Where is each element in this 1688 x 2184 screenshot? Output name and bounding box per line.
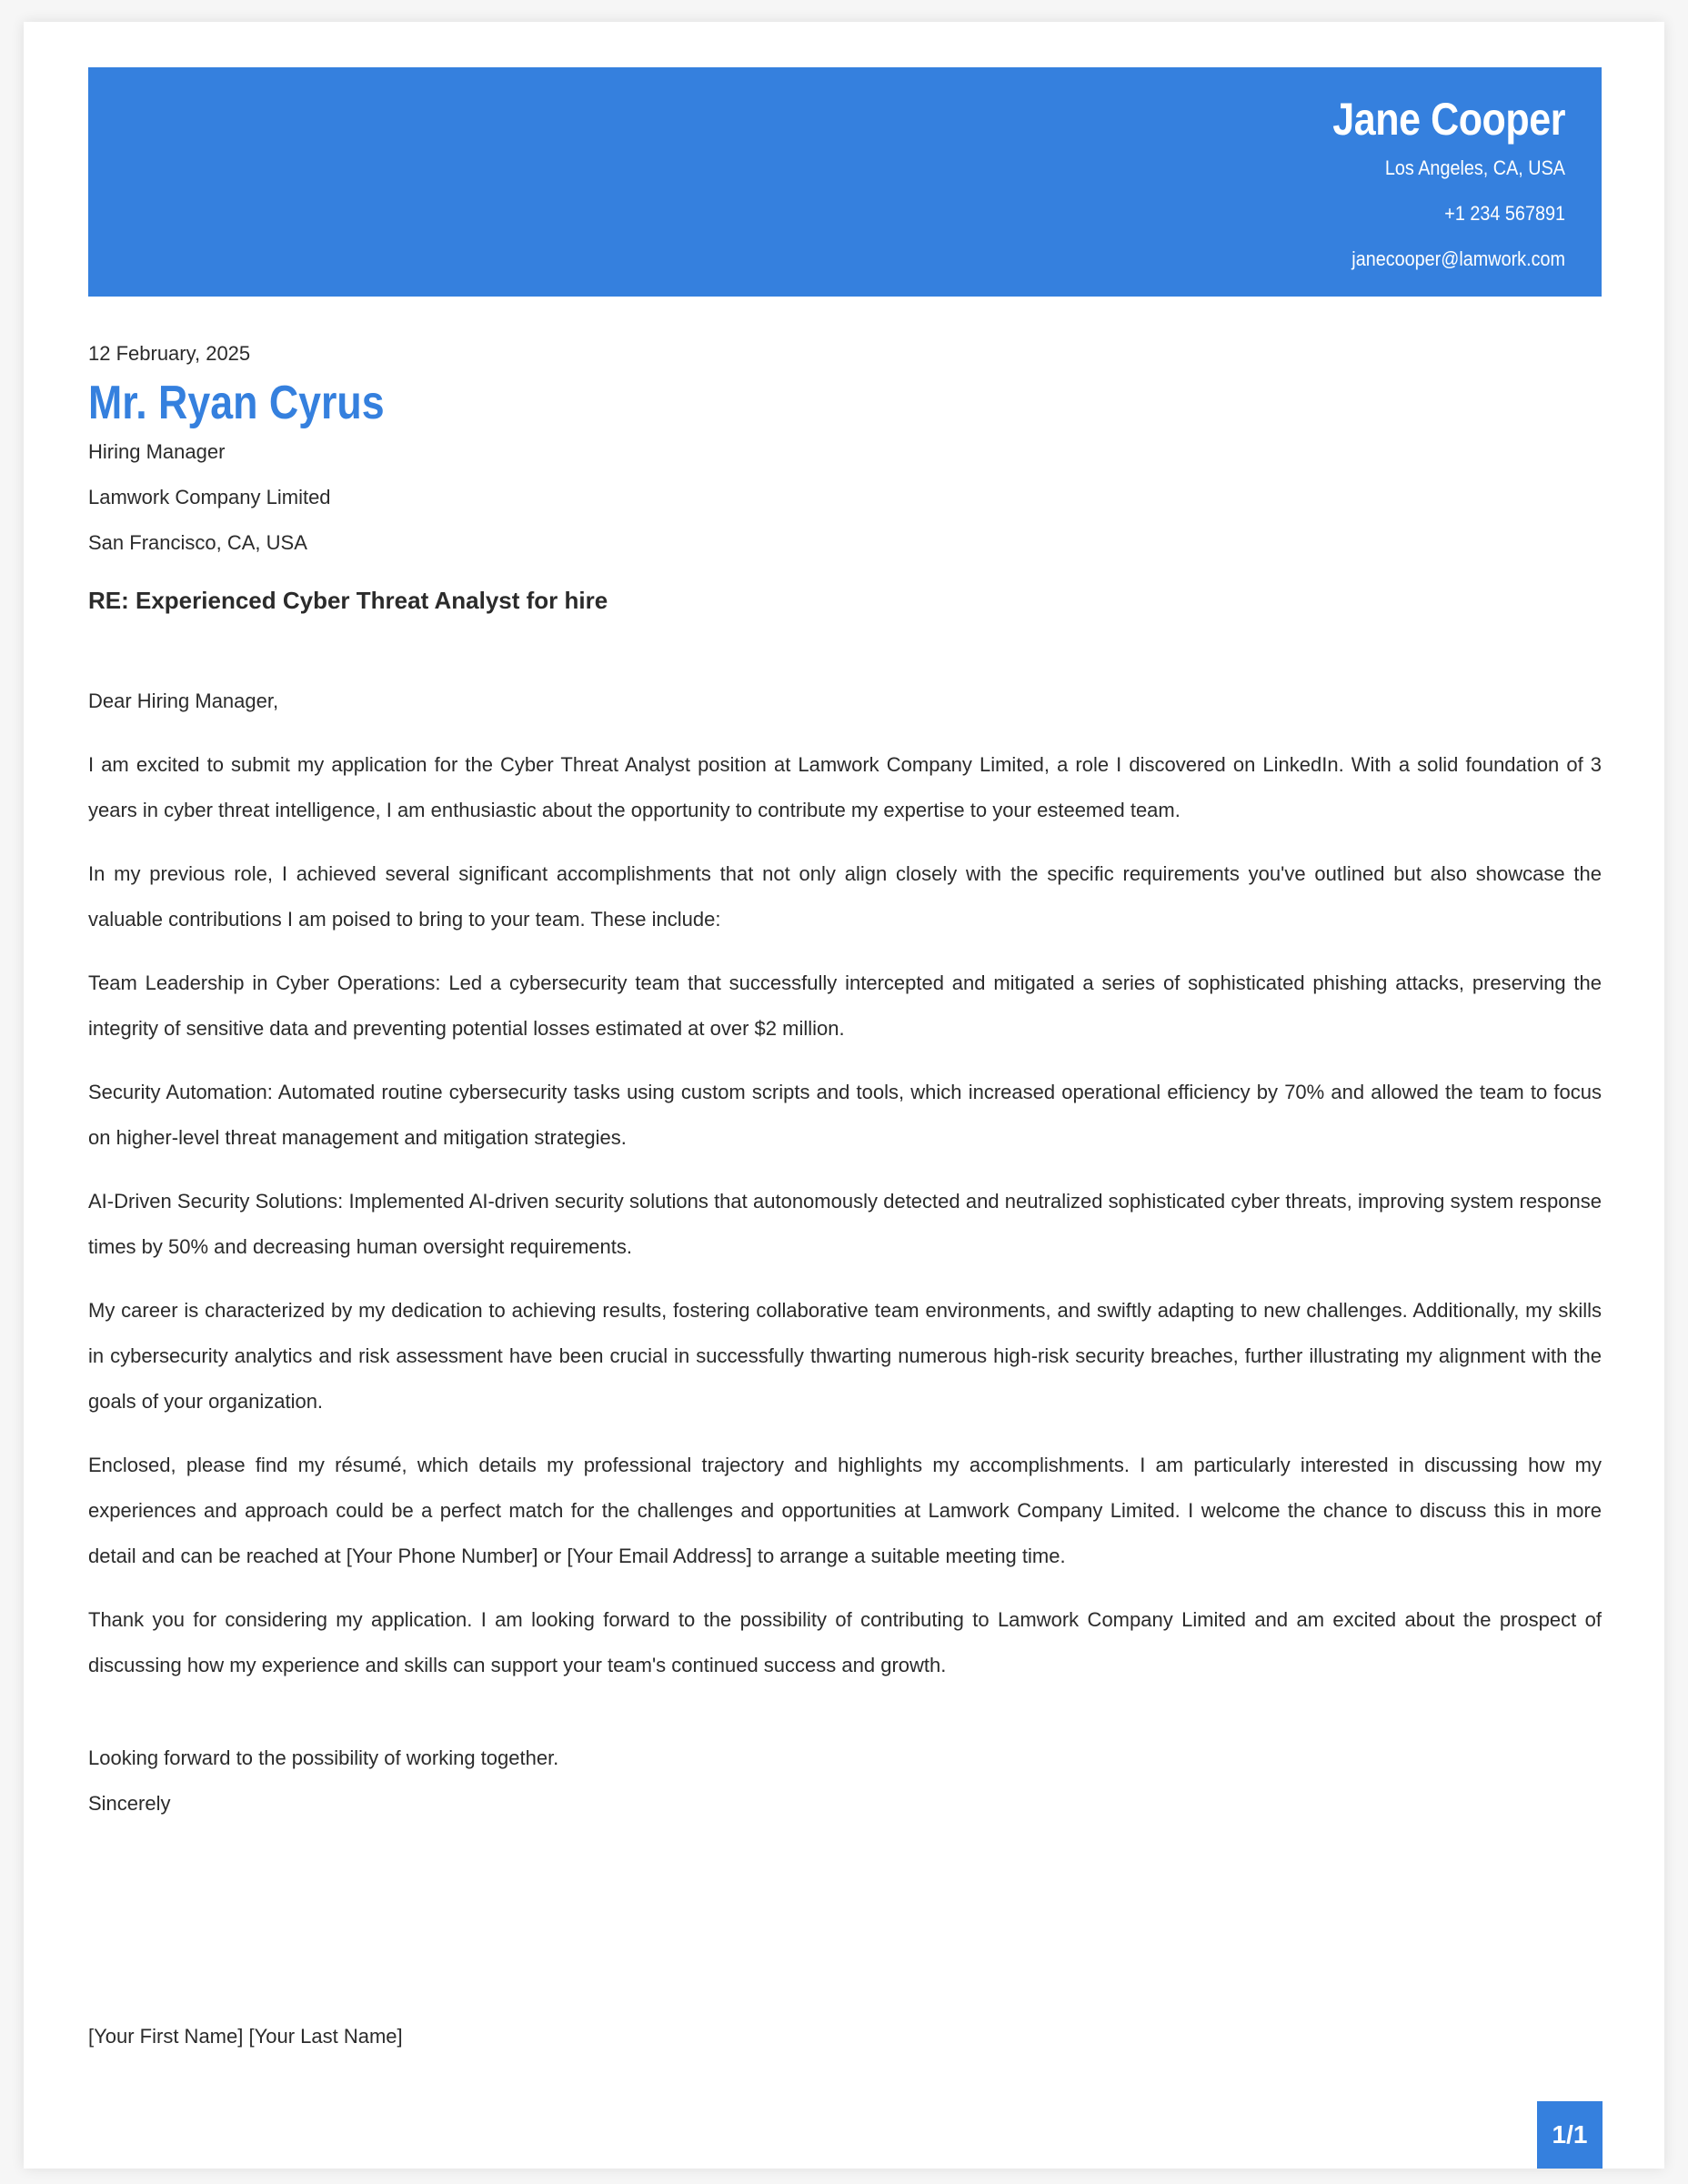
sender-location: Los Angeles, CA, USA	[1384, 156, 1565, 179]
letter-subject: RE: Experienced Cyber Threat Analyst for hire	[88, 587, 608, 614]
recipient-location: San Francisco, CA, USA	[88, 531, 307, 554]
closing-line: Looking forward to the possibility of working together.	[88, 1746, 559, 1769]
paragraph-intro: I am excited to submit my application for the Cyber Threat Analyst position at Lamwork Company Limited, a role I discovered on LinkedIn. With a solid foundation of 3 years in cyber threat intelligence, I am enthusiastic about the opportunity to contribute my expertise to your esteemed team.	[88, 753, 1602, 821]
letter-date: 12 February, 2025	[88, 342, 251, 365]
sender-email: janecooper@lamwork.com	[1351, 247, 1565, 270]
signature-name: [Your First Name] [Your Last Name]	[88, 2025, 403, 2048]
paragraph-team-leadership: Team Leadership in Cyber Operations: Led a cybersecurity team that successfully intercepted and mitigated a series of sophisticated phishing attacks, preserving the integrity of sensitive data and preventing potential losses estimated at over $2 million.	[88, 971, 1602, 1040]
paragraph-enclosed: Enclosed, please find my résumé, which details my professional trajectory and highlights my accomplishments. I am particularly interested in discussing how my experiences and approach could be a perfect match for the challenges and opportunities at Lamwork Company Limited. I welcome the chance to discuss this in more detail and can be reached at [Your Phone Number] or [Your Email Address] to arrange a suitable meeting time.	[88, 1454, 1602, 1567]
paragraph-thanks: Thank you for considering my application. I am looking forward to the possibility of contributing to Lamwork Company Limited and am excited about the prospect of discussing how my experience and skills can support your team's continued success and growth.	[88, 1608, 1602, 1676]
recipient-title: Hiring Manager	[88, 440, 226, 463]
sender-header	[88, 67, 1602, 297]
recipient-name: Mr. Ryan Cyrus	[88, 377, 385, 429]
greeting: Dear Hiring Manager,	[88, 689, 279, 712]
recipient-company: Lamwork Company Limited	[88, 486, 331, 508]
paragraph-security-automation: Security Automation: Automated routine cybersecurity tasks using custom scripts and tools, which increased operational efficiency by 70% and allowed the team to focus on higher-level threat management and mitigation strategies.	[88, 1081, 1602, 1149]
paragraph-accomplishments: In my previous role, I achieved several significant accomplishments that not only align closely with the specific requirements you've outlined but also showcase the valuable contributions I am poised to bring to your team. These include:	[88, 862, 1602, 931]
paragraph-ai-security: AI-Driven Security Solutions: Implemented AI-driven security solutions that autonomously detected and neutralized sophisticated cyber threats, improving system response times by 50% and decreasing human oversight requirements.	[88, 1190, 1602, 1258]
paragraph-career: My career is characterized by my dedication to achieving results, fostering collaborative team environments, and swiftly adapting to new challenges. Additionally, my skills in cybersecurity analytics and risk assessment have been crucial in successfully thwarting numerous high-risk security breaches, further illustrating my alignment with the goals of your organization.	[88, 1299, 1602, 1413]
sign-off: Sincerely	[88, 1792, 171, 1815]
page-indicator: 1/1	[1537, 2101, 1603, 2169]
sender-name: Jane Cooper	[1332, 94, 1565, 145]
letter-body	[88, 331, 1602, 2059]
sender-phone: +1 234 567891	[1444, 202, 1565, 225]
letter-page	[24, 22, 1664, 2169]
